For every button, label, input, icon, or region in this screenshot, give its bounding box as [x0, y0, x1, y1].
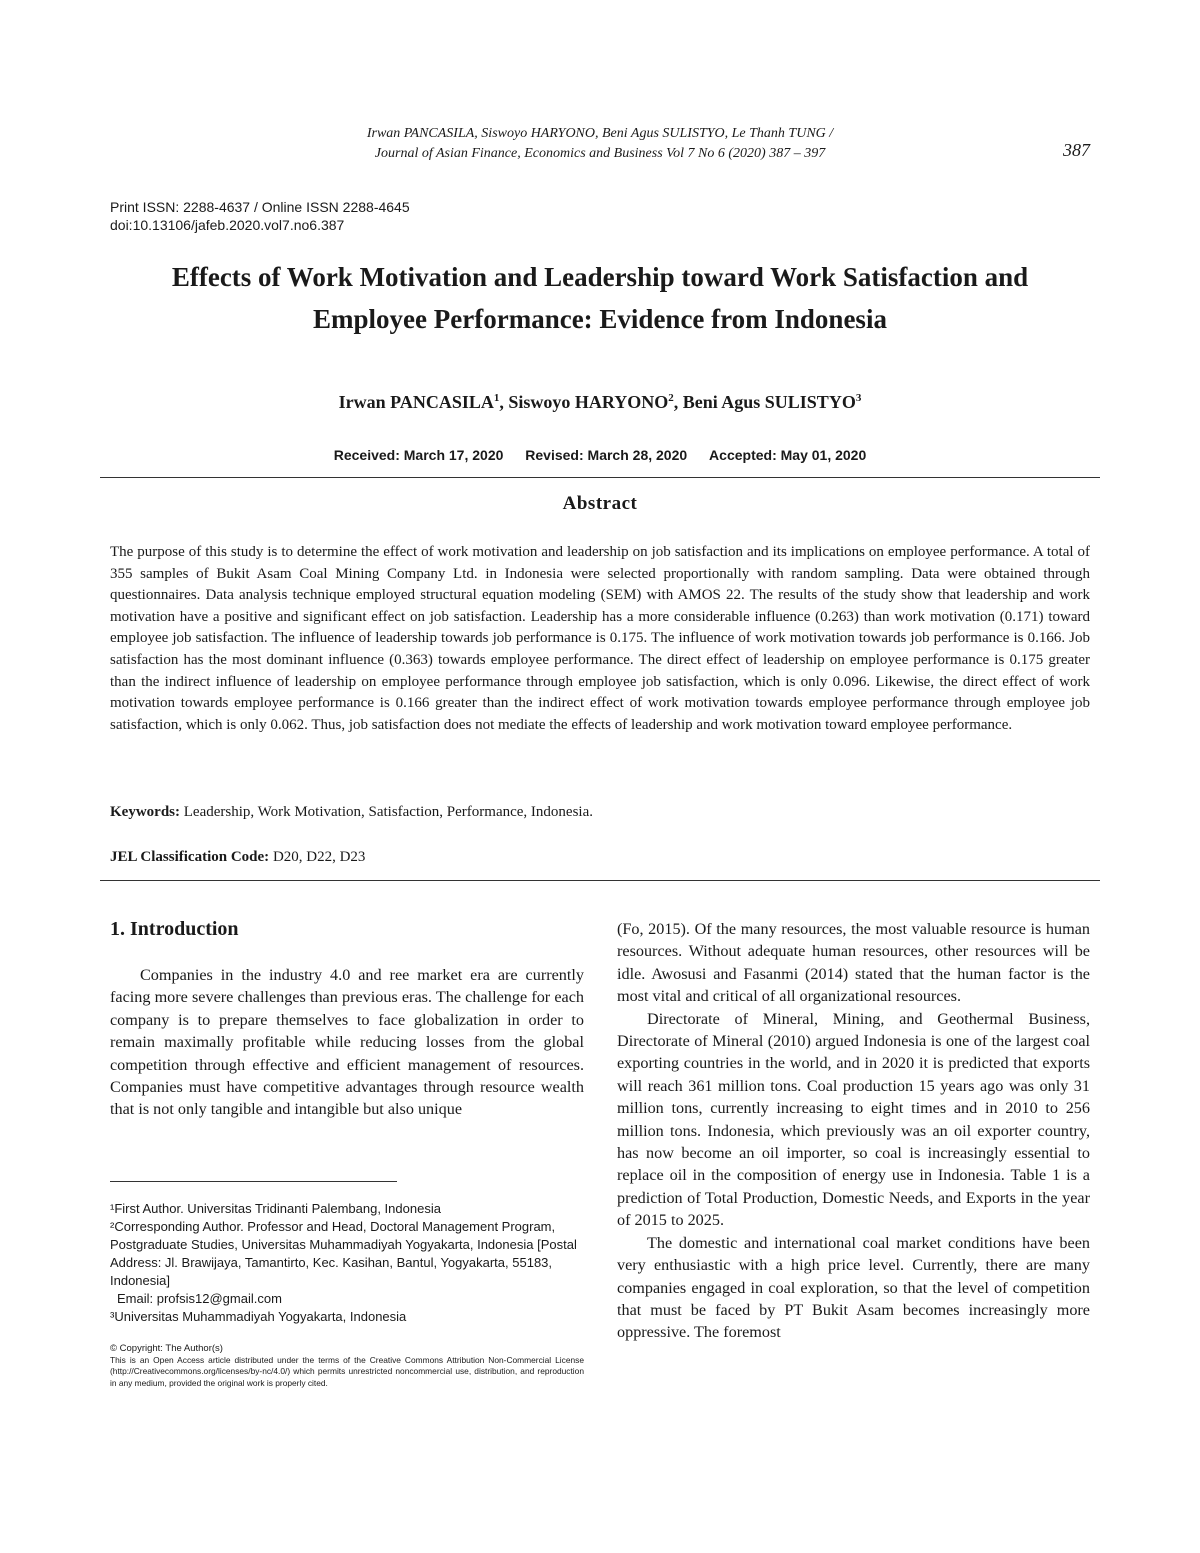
footnotes [110, 1200, 584, 1326]
running-header-authors: Irwan PANCASILA, Siswoyo HARYONO, Beni Agus SULISTYO, Le Thanh TUNG / [366, 126, 834, 141]
top-divider [100, 477, 1100, 478]
body-paragraph: Companies in the industry 4.0 and ree market era are currently facing more severe challenges than previous eras. The challenge for each company is to prepare themselves to face globalization in order to remain maximally profitable while reducing losses from the global competition through effective and efficient management of resources. Companies must have competitive advantages through resource wealth that is not only tangible and intangible but also unique [110, 966, 584, 1119]
bottom-divider [100, 880, 1100, 881]
author-name: Beni Agus SULISTYO [682, 392, 856, 412]
author-affiliation-mark: 3 [855, 392, 862, 404]
abstract-heading: Abstract [562, 493, 638, 514]
section-heading-introduction: 1. Introduction [110, 918, 239, 940]
jel-value: D20, D22, D23 [269, 849, 366, 865]
doi-line[interactable]: doi:10.13106/jafeb.2020.vol7.no6.387 [110, 217, 345, 233]
paper-title-line2: Employee Performance: Evidence from Indonesia [313, 304, 887, 334]
running-header-journal: Journal of Asian Finance, Economics and Business Vol 7 No 6 (2020) 387 – 397 [374, 146, 826, 161]
running-header [200, 124, 1000, 164]
body-paragraph: The domestic and international coal market conditions have been very enthusiastic with a high price level. Currently, there are many companies engaged in coal exploration, so that the level of competition that must be faced by PT Bukit Asam becomes increasingly more oppressive. The foremost [617, 1233, 1090, 1342]
author-name: Irwan PANCASILA [338, 392, 494, 412]
jel-label: JEL Classification Code: [110, 849, 270, 865]
author-name: Siswoyo HARYONO [508, 392, 669, 412]
footnote-divider [110, 1181, 397, 1182]
revised-date: Revised: March 28, 2020 [525, 447, 688, 463]
paper-title [100, 256, 1100, 340]
copyright-notice [110, 1343, 584, 1389]
author-affiliation-mark: 2 [668, 392, 674, 404]
copyright-license-text: This is an Open Access article distributed under the terms of the Creative Commons Attribution Non-Commercial License (http://Creativecommons.org/licenses/by-nc/4.0/) which permits unrestricted noncommercial use, distribution, and reproduction in any medium, provided the original work is properly cited. [110, 1354, 584, 1388]
received-date: Received: March 17, 2020 [333, 447, 504, 463]
author-separator: , [499, 392, 509, 412]
abstract-text: The purpose of this study is to determine the effect of work motivation and leadership on job satisfaction and its implications on employee performance. A total of 355 samples of Bukit Asam Coal Mining Company Ltd. in Indonesia were selected proportionally with random sampling. Data were obtained through questionnaires. Data analysis technique employed structural equation modeling (SEM) with AMOS 22. The results of the study show that leadership and work motivation have a positive and significant effect on job satisfaction. Leadership has a more considerable influence (0.263) than work motivation (0.171) toward employee job satisfaction. The influence of leadership towards job performance is 0.175. The influence of work motivation towards job performance is 0.166. Job satisfaction has the most dominant influence (0.363) towards employee performance. The direct effect of leadership on employee performance is 0.175 greater than the indirect influence of leadership on employee performance through employee job satisfaction, which is only 0.096. Likewise, the direct effect of work motivation towards employee performance is 0.166 greater than the indirect effect of work motivation towards employee performance through employee job satisfaction, which is only 0.062. Thus, job satisfaction does not mediate the effects of leadership and work motivation toward employee performance. [110, 544, 1090, 733]
left-column-body [110, 964, 584, 1121]
jel-classification [110, 849, 1090, 866]
accepted-date: Accepted: May 01, 2020 [709, 447, 867, 463]
footnote-email[interactable]: Email: profsis12@gmail.com [117, 1291, 282, 1306]
footnote-1: ¹First Author. Universitas Tridinanti Palembang, Indonesia [110, 1201, 441, 1216]
body-paragraph: Directorate of Mineral, Mining, and Geothermal Business, Directorate of Mineral (2010) argued Indonesia is one of the largest coal exporting countries in the world, and in 2020 it is predicted that exports will reach 361 million tons. Coal production 15 years ago was only 31 million tons, currently increasing to eight times and in 2010 to 256 million tons. Indonesia, which previously was an oil exporter country, has now become an oil importer, so coal is increasingly essential to replace oil in the composition of energy use in Indonesia. Table 1 is a prediction of Total Production, Domestic Needs, and Exports in the year of 2015 to 2025. [617, 1009, 1090, 1230]
copyright-heading: © Copyright: The Author(s) [110, 1343, 223, 1354]
paper-title-line1: Effects of Work Motivation and Leadership toward Work Satisfaction and [171, 262, 1029, 292]
issn-block [110, 198, 410, 234]
keywords-label: Keywords: [110, 804, 180, 820]
submission-dates [100, 447, 1100, 463]
page-number: 387 [1063, 140, 1090, 160]
keywords-value: Leadership, Work Motivation, Satisfaction, Performance, Indonesia. [180, 804, 593, 820]
right-column-body [617, 918, 1090, 1344]
author-affiliation-mark: 1 [493, 392, 500, 404]
footnote-3: ³Universitas Muhammadiyah Yogyakarta, Indonesia [110, 1309, 407, 1324]
author-separator: , [673, 392, 683, 412]
keywords [110, 804, 1090, 821]
author-list [100, 392, 1100, 413]
issn-line: Print ISSN: 2288-4637 / Online ISSN 2288-4645 [110, 199, 410, 215]
footnote-2: ²Corresponding Author. Professor and Head, Doctoral Management Program, Postgraduate Studies, Universitas Muhammadiyah Yogyakarta, Indonesia [Postal Address: Jl. Brawijaya, Tamantirto, Kec. Kasihan, Bantul, Yogyakarta, 55183, Indonesia] [110, 1219, 577, 1288]
body-paragraph: (Fo, 2015). Of the many resources, the most valuable resource is human resources. Without adequate human resources, other resources will be idle. Awosusi and Fasanmi (2014) stated that the human factor is the most vital and critical of all organizational resources. [617, 920, 1090, 1006]
